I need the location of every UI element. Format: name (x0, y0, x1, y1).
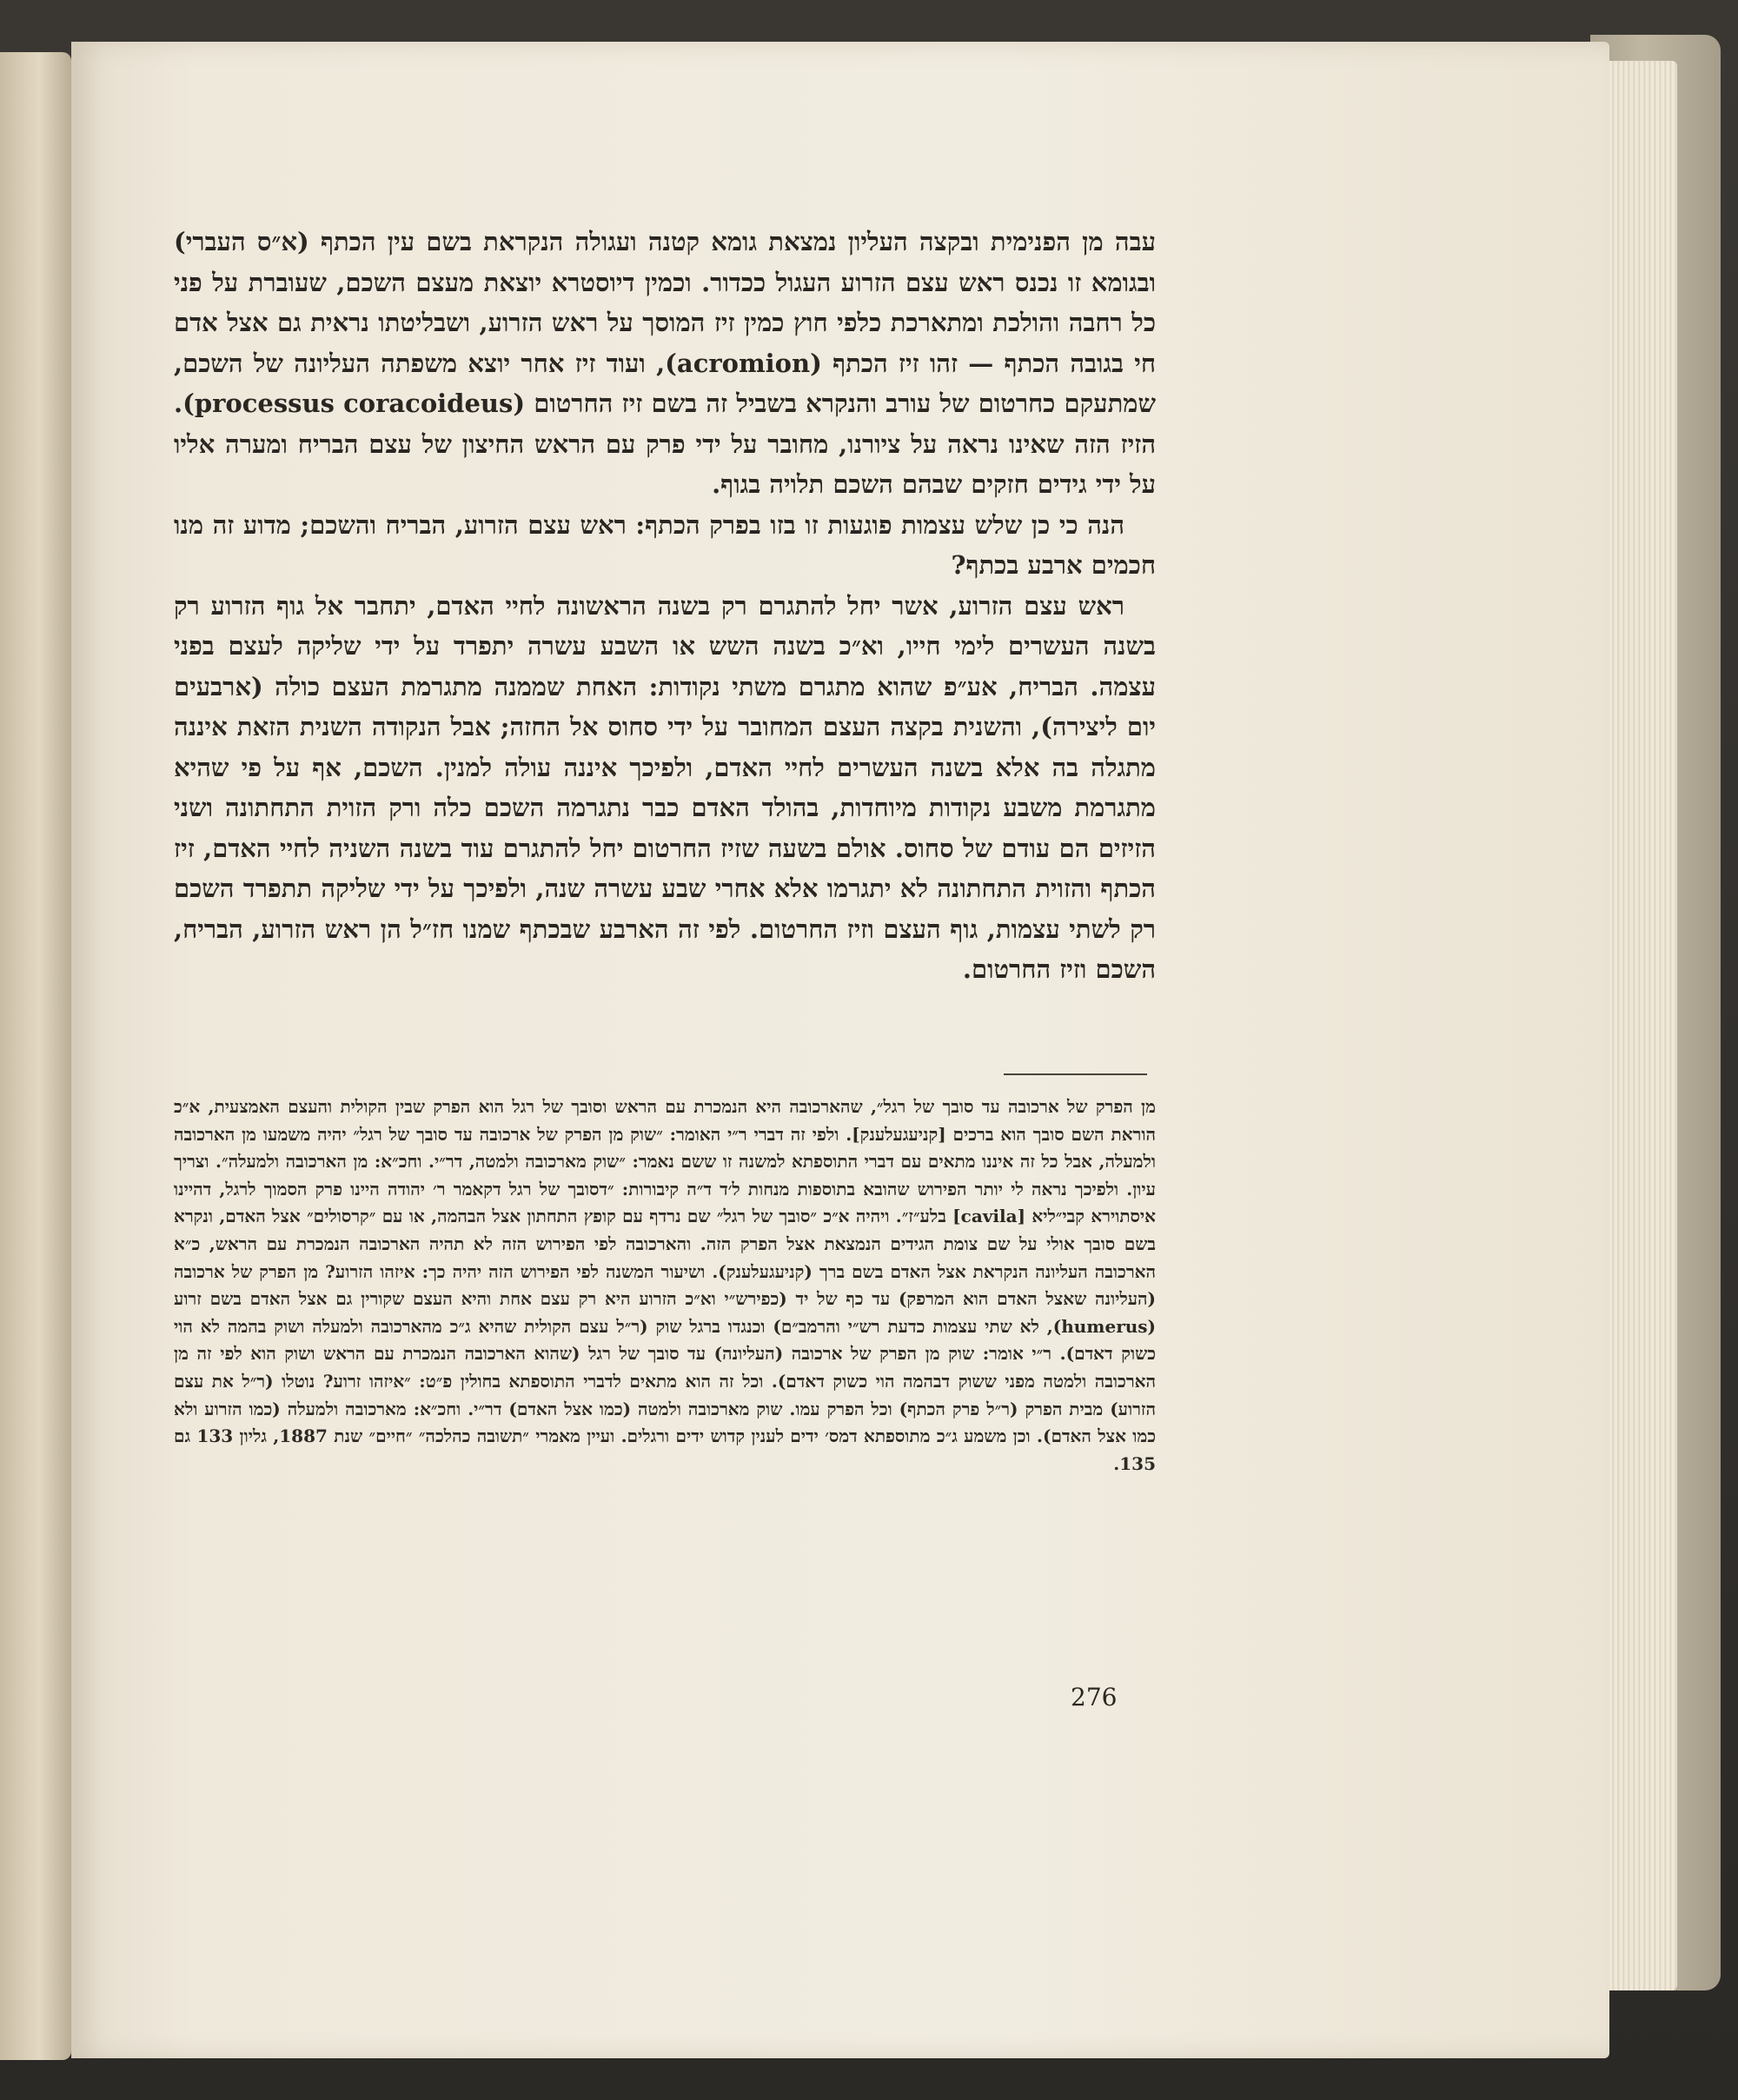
footnote-text: מן הפרק של ארכובה עד סובך של רגל״, שהארכובה היא הנמכרת עם הראש וסובך של רגל הוא הפרק שבין הקולית והעצם האמצעית, א״כ הוראת השם סובך הוא ברכים [קניעגעלענק]. ולפי זה דברי ר״י האומר: ״שוק מן הפרק של ארכובה עד סובך של רגל״ יהיה משמעו מן הארכובה ולמעלה, אבל כל זה איננו מתאים עם דברי התוספתא למשנה זו ששם נאמר: ״שוק מארכובה ולמטה, דר״י. וחכ״א: מן הארכובה ולמעלה״. וצריך עיון. ולפיכך נראה לי יותר הפירוש שהובא בתוספות מנחות ל׳ד ד״ה קיבורות: ״דסובך של רגל דקאמר ר׳ יהודה היינו פרק הסמוך לרגל, דהיינו איסתוירא קבי״ליא [cavila] בלע״ז״. ויהיה א״כ ״סובך של רגל״ שם נרדף עם קופץ התחתון אצל הבהמה, או עם ״קרסולים״ אצל האדם, ונקרא בשם סובך אולי על שם צומת הגידים הנמצאת אצל הפרק הזה. והארכובה לפי הפירוש הזה לא תהיה הארכובה הנמכרת עם הראש, כ״א הארכובה העליונה הנקראת אצל האדם בשם ברך (קניעגעלענק). ושיעור המשנה לפי הפירוש הזה יהיה כך: איזהו הזרוע? מן הפרק של ארכובה (העליונה שאצל האדם הוא המרפק) עד כף של יד (כפירש״י וא״כ הזרוע היא רק עצם אחת והיא העצם שקורין גם אצל האדם בשם זרוע (humerus), לא שתי עצמות כדעת רש״י והרמב״ם) וכנגדו ברגל שוק (ר״ל עצם הקולית שהיא ג״כ מהארכובה ולמעלה ושוק בהמה לא הוי כשוק דאדם). ר״י אומר: שוק מן הפרק של ארכובה (העליונה) עד סובך של רגל (שהוא הארכובה הנמכרת עם הראש ושוק הוא לפי זה מן הארכובה ולמטה מפני ששוק דבהמה הוי כשוק דאדם). וכל זה הוא מתאים לדברי התוספתא בחולין פ״ט: ״איזהו זרוע? נוטלו (ר״ל את עצם הזרוע) מבית הפרק (ר״ל פרק הכתף) וכל הפרק עמו. שוק מארכובה ולמטה (כמו אצל האדם) דר״י. וחכ״א: מארכובה ולמעלה (כמו הזרוע ולא כמו אצל האדם). וכן משמע ג״כ מתוספתא דמס׳ ידים לענין קדוש ידים ורגלים. ועיין מאמרי ״תשובה כהלכה״ ״חיים״ שנת 1887, גליון 133 גם 135. (174, 1096, 1157, 1474)
paragraph-2: הנה כי כן שלש עצמות פוגעות זו בזו בפרק הכתף: ראש עצם הזרוע, הבריח והשכם; מדוע זה מנו חכמים ארבע בכתף? (174, 509, 1156, 580)
footnote (174, 1093, 1156, 1478)
paragraph-1: עבה מן הפנימית ובקצה העליון נמצאת גומא קטנה ועגולה הנקראת בשם עין הכתף (א״ס העברי) ובגומא זו נכנס ראש עצם הזרוע העגול ככדור. וכמין דיוסטרא יוצאת מעצם השכם, שעוברת על פני כל רחבה והולכת ומתארכת כלפי חוץ כמין זיז המוסך על ראש הזרוע, ושבליטתו נראית גם אצל אדם חי בגובה הכתף — זהו זיז הכתף (acromion), ועוד זיז אחר יוצא משפתה העליונה של השכם, שמתעקם כחרטום של עורב והנקרא בשביל זה בשם זיז החרטום (processus coracoideus). הזיז הזה שאינו נראה על ציורנו, מחובר על ידי פרק עם הראש החיצון של עצם הבריח ומערה אליו על ידי גידים חזקים שבהם השכם תלויה בגוף. (174, 227, 1156, 499)
paragraph-3: ראש עצם הזרוע, אשר יחל להתגרם רק בשנה הראשונה לחיי האדם, יתחבר אל גוף הזרוע רק בשנה העשרים לימי חייו, וא״כ בשנה השש או השבע עשרה יתפרד על ידי שליקה לעצם בפני עצמה. הבריח, אע״פ שהוא מתגרם משתי נקודות: האחת שממנה מתגרמת העצם כולה (ארבעים יום ליצירה), והשנית בקצה העצם המחובר על ידי סחוס אל החזה; אבל הנקודה השנית הזאת איננה מתגלה בה אלא בשנה העשרים לחיי האדם, ולפיכך איננה עולה למנין. השכם, אף על פי שהיא מתגרמת משבע נקודות מיוחדות, בהולד האדם כבר נתגרמה השכם כלה ורק הזוית התחתונה ושני הזיזים הם עודם של סחוס. אולם בשעה שזיז החרטום יחל להתגרם עוד בשנה השניה לחיי האדם, זיז הכתף והזוית התחתונה לא יתגרמו אלא אחרי שבע עשרה שנה, ולפיכך על ידי שליקה תתפרד השכם רק לשתי עצמות, גוף העצם וזיז החרטום. לפי זה הארבע שבכתף שמנו חז״ל הן ראש הזרוע, הבריח, השכם וזיז החרטום. (174, 590, 1156, 984)
main-text (174, 222, 1156, 990)
page-stack-edges (1599, 61, 1677, 1990)
footnote-divider (1004, 1073, 1147, 1075)
page-number: 276 (1071, 1683, 1118, 1711)
left-page-edge (0, 52, 71, 2060)
